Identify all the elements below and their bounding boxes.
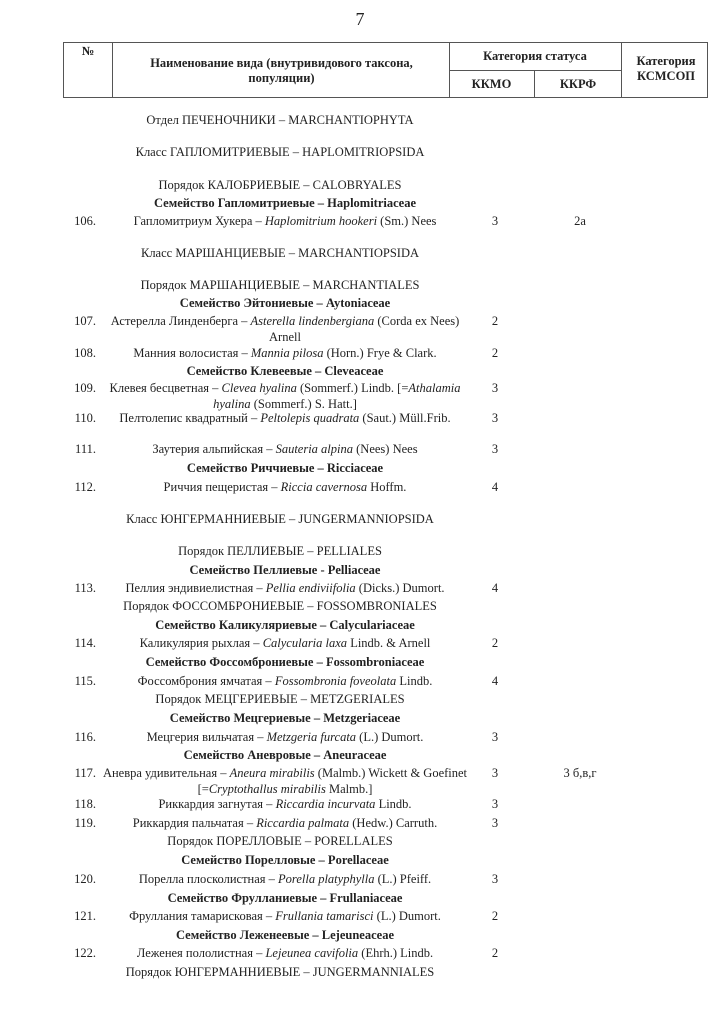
species-name-latin: Aneura mirabilis: [229, 766, 315, 780]
species-author: Lindb.: [375, 797, 412, 811]
species-name-ru: Пеллия эндивиелистная –: [125, 581, 266, 595]
species-number: 118.: [74, 797, 96, 811]
species-number: 115.: [74, 674, 96, 688]
kkmo-value: 3: [491, 872, 499, 886]
species-name-ru: Клевея бесцветная –: [109, 381, 222, 395]
species-number: 112.: [74, 480, 96, 494]
species-name-latin: Porella platyphylla: [278, 872, 375, 886]
species-number: 113.: [74, 581, 96, 595]
header-kkrf: ККРФ: [559, 77, 597, 91]
species-number: 117.: [74, 766, 96, 780]
kkmo-value: 3: [491, 381, 499, 395]
species-name-ru: Пелтолепис квадратный –: [119, 411, 261, 425]
kkmo-value: 4: [491, 581, 499, 595]
species-name-ru: Риккардия загнутая –: [158, 797, 276, 811]
taxon-heading: Порядок МАРШАНЦИЕВЫЕ – MARCHANTIALES: [140, 278, 420, 292]
taxon-heading: Класс ГАПЛОМИТРИЕВЫЕ – HAPLOMITRIOPSIDA: [135, 145, 425, 159]
species-name-ru: Аневра удивительная –: [102, 766, 230, 780]
family-name: Семейство Мецгериевые – Metzgeriaceae: [169, 711, 401, 725]
species-name-latin: Asterella lindenbergiana: [250, 314, 375, 328]
kkmo-value: 3: [491, 816, 499, 830]
kkmo-value: 2: [491, 346, 499, 360]
kkmo-value: 3: [491, 730, 499, 744]
species-name: [100, 673, 470, 689]
species-author: (Hedw.) Carruth.: [349, 816, 438, 830]
kkmo-value: 4: [491, 480, 499, 494]
species-name: [100, 796, 470, 812]
species-name-latin: Calycularia laxa: [262, 636, 348, 650]
species-name: [100, 908, 470, 924]
kkmo-value: 4: [491, 674, 499, 688]
taxon-heading: Порядок ПЕЛЛИЕВЫЕ – PELLIALES: [178, 544, 382, 558]
family-name: Семейство Фруллaниевые – Frullaniaceae: [167, 891, 403, 905]
species-number: 116.: [74, 730, 96, 744]
synonym-author: Malmb.]: [325, 782, 373, 796]
species-number: 121.: [74, 909, 96, 923]
kkmo-value: 2: [491, 946, 499, 960]
species-name-latin: Pellia endiviifolia: [265, 581, 356, 595]
header-status-category: Категория статуса: [483, 49, 587, 63]
species-number: 107.: [74, 314, 96, 328]
species-name-ru: Леженея пололистная –: [136, 946, 266, 960]
taxon-heading: Порядок КАЛОБРИЕВЫЕ – CALOBRYALES: [158, 178, 402, 192]
species-author: (L.) Dumort.: [373, 909, 441, 923]
species-name-ru: Мецгерия вильчатая –: [146, 730, 267, 744]
species-name-latin: Fossombronia foveolata: [274, 674, 397, 688]
species-number: 114.: [74, 636, 96, 650]
species-author: (L.) Pfeiff.: [374, 872, 432, 886]
species-author: (L.) Dumort.: [356, 730, 424, 744]
species-name-latin: Peltolepis quadrata: [260, 411, 360, 425]
species-name: [100, 580, 470, 596]
species-name-ru: Риккардия пальчатая –: [132, 816, 257, 830]
species-name-latin: Clevea hyalina: [221, 381, 297, 395]
species-name: [100, 213, 470, 229]
species-name-latin: Lejeunea cavifolia: [265, 946, 359, 960]
header-name: Наименование вида (внутривидового таксона, популяции): [150, 56, 413, 85]
species-name: [100, 635, 470, 651]
taxon-heading: Отдел ПЕЧЕНОЧНИКИ – MARCHANTIOPHYTA: [146, 113, 414, 127]
taxon-heading: Порядок ЮНГЕРМАННИЕВЫЕ – JUNGERMANNIALES: [125, 965, 435, 979]
family-name: Семейство Риччиевые – Ricciaceae: [186, 461, 384, 475]
family-name: Семейство Эйтониевые – Aytoniaceae: [179, 296, 391, 310]
family-name: Семейство Фоссомброниевые – Fossombroniaceae: [145, 655, 425, 669]
kkmo-value: 3: [491, 442, 499, 456]
page-number: 7: [355, 9, 365, 29]
family-name: Семейство Пеллиевые - Pelliaceae: [189, 563, 381, 577]
species-name-ru: Манния волосистая –: [133, 346, 251, 360]
species-author: (Ehrh.) Lindb.: [358, 946, 434, 960]
species-author: (Saut.) Müll.Frib.: [359, 411, 451, 425]
taxon-heading: Порядок МЕЦГЕРИЕВЫЕ – METZGERIALES: [155, 692, 405, 706]
species-number: 120.: [74, 872, 96, 886]
species-name-latin: Mannia pilosa: [250, 346, 324, 360]
species-number: 108.: [74, 346, 96, 360]
species-name-ru: Порелла плосколистная –: [138, 872, 279, 886]
species-name-latin: Haplomitrium hookeri: [264, 214, 378, 228]
species-name: [100, 380, 470, 412]
family-name: Семейство Аневровые – Aneuraceae: [183, 748, 387, 762]
kkmo-value: 2: [491, 314, 499, 328]
synonym-author: (Sommerf.) S. Hatt.]: [250, 397, 357, 411]
family-name: Семейство Гапломитриевые – Haplomitriaceae: [153, 196, 417, 210]
kkrf-value: 3 б,в,г: [563, 766, 597, 780]
species-name-ru: Каликулярия рыхлая –: [139, 636, 263, 650]
species-author: (Sommerf.) Lindb. [=: [296, 381, 409, 395]
taxon-heading: Класс МАРШАНЦИЕВЫЕ – MARCHANTIOPSIDA: [140, 246, 419, 260]
taxon-heading: Класс ЮНГЕРМАННИЕВЫЕ – JUNGERMANNIOPSIDA: [126, 512, 434, 526]
species-name-ru: Заутерия альпийская –: [152, 442, 276, 456]
species-number: 111.: [75, 442, 96, 456]
species-number: 119.: [74, 816, 96, 830]
taxon-heading: Порядок ПОРЕЛЛОВЫЕ – PORELLALES: [167, 834, 393, 848]
species-name-latin: Riccardia palmata: [256, 816, 350, 830]
species-name: [100, 729, 470, 745]
species-name: [100, 765, 470, 797]
species-name-latin: Riccia cavernosa: [280, 480, 368, 494]
species-name-latin: Frullania tamarisci: [275, 909, 374, 923]
species-name-ru: Риччия пещеристая –: [163, 480, 281, 494]
species-author: (Malmb.) Wickett & Goefinet [=: [197, 766, 468, 796]
kkmo-value: 3: [491, 411, 499, 425]
species-name-ru: Фоссомброния ямчатая –: [137, 674, 275, 688]
family-name: Семейство Порелловые – Porellaceae: [181, 853, 389, 867]
species-name: [100, 345, 470, 361]
species-number: 110.: [74, 411, 96, 425]
taxon-heading: Порядок ФОССОМБРОНИЕВЫЕ – FOSSOMBRONIALES: [123, 599, 437, 613]
header-ksmsop: Категория КСМСОП: [636, 54, 696, 83]
family-name: Семейство Каликуляриевые – Calyculariaceae: [155, 618, 415, 632]
species-author: (Sm.) Nees: [377, 214, 437, 228]
species-name: [100, 815, 470, 831]
kkmo-value: 2: [491, 909, 499, 923]
species-name-latin: Riccardia incurvata: [275, 797, 376, 811]
species-name: [100, 410, 470, 426]
species-name: [100, 441, 470, 457]
kkmo-value: 2: [491, 636, 499, 650]
species-name: [100, 945, 470, 961]
species-name-latin: Sauteria alpina: [275, 442, 354, 456]
species-author: (Dicks.) Dumort.: [355, 581, 445, 595]
species-author: (Corda ex Nees) Arnell: [269, 314, 460, 344]
species-name-latin: Metzgeria furcata: [266, 730, 357, 744]
species-name: [100, 871, 470, 887]
kkrf-value: 2а: [574, 214, 586, 228]
species-author: (Horn.) Frye & Clark.: [323, 346, 437, 360]
species-number: 122.: [74, 946, 96, 960]
species-number: 106.: [74, 214, 96, 228]
species-name: [100, 313, 470, 345]
synonym-latin: Cryptothallus mirabilis: [208, 782, 326, 796]
species-author: Lindb.: [396, 674, 433, 688]
species-name-ru: Гапломитриум Хукера –: [133, 214, 265, 228]
species-name-ru: Астерелла Линденберга –: [110, 314, 251, 328]
species-number: 109.: [74, 381, 96, 395]
kkmo-value: 3: [491, 797, 499, 811]
species-name-ru: Фруллания тамарисковая –: [129, 909, 276, 923]
kkmo-value: 3: [491, 766, 499, 780]
species-author: Lindb. & Arnell: [347, 636, 431, 650]
header-num: №: [81, 43, 95, 58]
family-name: Семейство Леженеевые – Lejeuneaceae: [176, 928, 394, 942]
family-name: Семейство Клевеевые – Cleveaceae: [186, 364, 384, 378]
synonym-latin: Athalamia hyalina: [213, 381, 461, 411]
header-kkmo: ККМО: [471, 77, 512, 91]
species-author: Hoffm.: [367, 480, 407, 494]
species-author: (Nees) Nees: [353, 442, 418, 456]
species-name: [100, 479, 470, 495]
kkmo-value: 3: [491, 214, 499, 228]
